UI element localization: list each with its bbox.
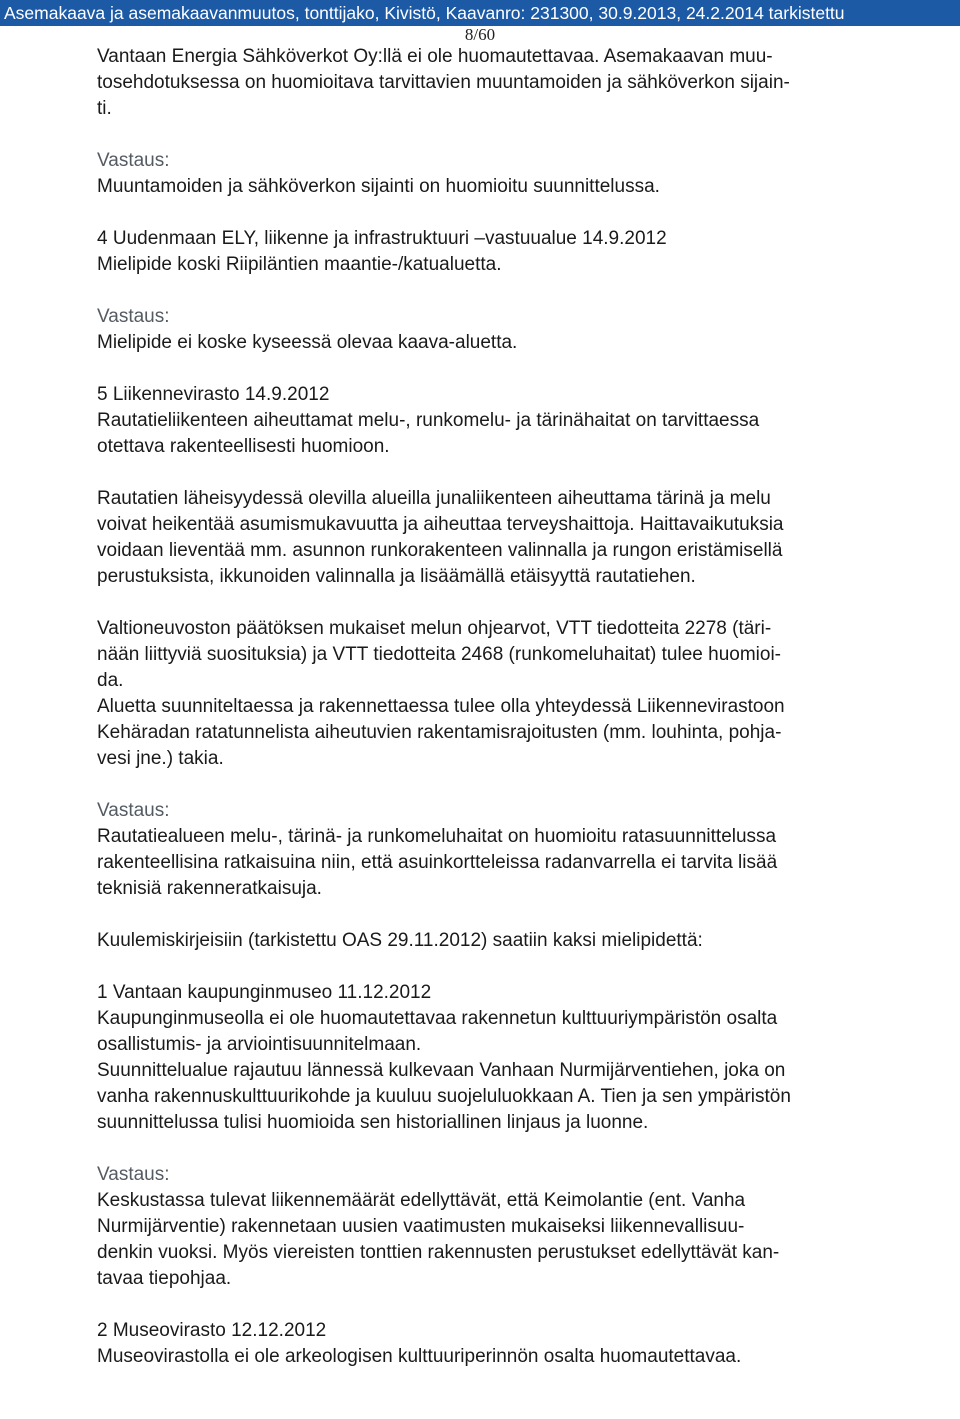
paragraph-museovirasto-opinion: 2 Museovirasto 12.12.2012 Museovirastolla ei ole arkeologisen kulttuuriperinnön osalta huomautettavaa. [97,1320,742,1367]
paragraph-ely-opinion: 4 Uudenmaan ELY, liikenne ja infrastruktuuri –vastuualue 14.9.2012 Mielipide koski Riipiläntien maantie-/katualuetta. [97,228,667,275]
page-number: 8/60 [464,25,496,44]
paragraph-energia-opinion: Vantaan Energia Sähköverkot Oy:llä ei ole huomautettavaa. Asemakaavan muu- tosehdotuksessa on huomioitava tarvittavien muuntamoiden ja sähköverkon sijain- ti. [97,46,790,119]
paragraph-valtioneuvosto: Valtioneuvoston päätöksen mukaiset melun ohjearvot, VTT tiedotteita 2278 (täri- nään liittyviä suosituksia) ja VTT tiedotteita 2468 (runkomeluhaitat) tulee huomioi- da. Aluetta suunniteltaessa ja rakennettaessa tulee olla yhteydessä Liikennevirastoon Kehäradan ratatunnelista aiheutuvien rakentamisrajoitusten (mm. louhinta, pohja- vesi jne.) takia. [97,618,785,769]
paragraph-kuulemiskirjeet: Kuulemiskirjeisiin (tarkistettu OAS 29.11.2012) saatiin kaksi mielipidettä: [97,930,703,951]
paragraph-ely-response: Mielipide ei koske kyseessä olevaa kaava-aluetta. [97,332,518,353]
document-header [0,0,960,26]
paragraph-kaupunginmuseo-response: Keskustassa tulevat liikennemäärät edellyttävät, että Keimolantie (ent. Vanha Nurmijärventie) rakennetaan uusien vaatimusten mukaiseksi liikennevallisuu- denkin vuoksi. Myös viereisten tonttien rakennusten perustukset edellyttävät kan- tavaa tiepohjaa. [97,1190,780,1289]
response-heading: Vastaus: [97,1164,170,1185]
paragraph-energia-response: Muuntamoiden ja sähköverkon sijainti on huomioitu suunnittelussa. [97,176,660,197]
paragraph-rautatie: Rautatien läheisyydessä olevilla alueilla junaliikenteen aiheuttama tärinä ja melu voivat heikentää asumismukavuutta ja aiheuttaa terveyshaittoja. Haittavaikutuksia voidaan lieventää mm. asunnon runkorakenteen valinnalla ja rungon eristämisellä perustuksista, ikkunoiden valinnalla ja lisäämällä etäisyyttä rautatiehen. [97,488,784,587]
response-heading: Vastaus: [97,800,170,821]
response-heading: Vastaus: [97,150,170,171]
document-title: Asemakaava ja asemakaavanmuutos, tonttijako, Kivistö, Kaavanro: 231300, 30.9.2013, 24.2.2014 tarkistettu [4,3,845,23]
paragraph-liikennevirasto-response: Rautatiealueen melu-, tärinä- ja runkomeluhaitat on huomioitu ratasuunnittelussa rakenteellisina ratkaisuina niin, että asuinkortteleissa radanvarrella ei tarvita lisää teknisiä rakenneratkaisuja. [97,826,778,899]
document-body [0,44,947,1370]
paragraph-liikennevirasto-opinion: 5 Liikennevirasto 14.9.2012 Rautatieliikenteen aiheuttamat melu-, runkomelu- ja tärinähaitat on tarvittaessa otettava rakenteellisesti huomioon. [97,384,760,457]
paragraph-kaupunginmuseo-opinion: 1 Vantaan kaupunginmuseo 11.12.2012 Kaupunginmuseolla ei ole huomautettavaa rakennetun kulttuuriympäristön osalta osallistumis- ja arviointisuunnitelmaan. Suunnittelualue rajautuu lännessä kulkevaan Vanhaan Nurmijärventiehen, joka on vanha rakennuskulttuurikohde ja kuuluu suojeluluokkaan A. Tien ja sen ympäristön suunnittelussa tulisi huomioida sen historiallinen linjaus ja luonne. [97,982,791,1133]
response-heading: Vastaus: [97,306,170,327]
